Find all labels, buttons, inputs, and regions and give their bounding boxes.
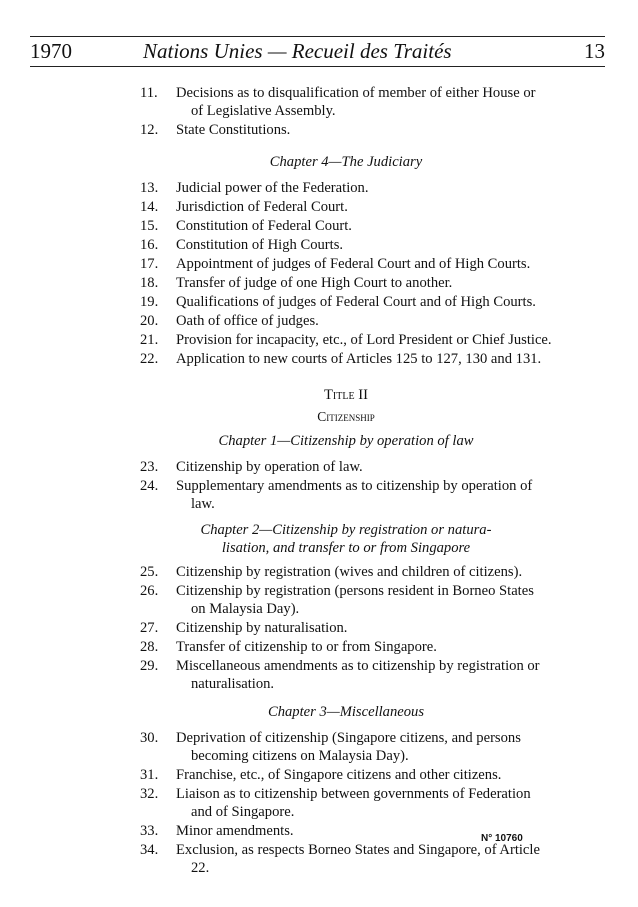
item-continuation: naturalisation. [191, 676, 275, 692]
item-number: 17. [140, 256, 159, 272]
item-text: Application to new courts of Articles 125 to 127, 130 and 131. [176, 351, 542, 367]
header-bottom-rule [30, 66, 605, 67]
chapter-heading-line: lisation, and transfer to or from Singapore [221, 540, 471, 556]
item-text [176, 84, 552, 120]
item-continuation: becoming citizens on Malaysia Day). [191, 748, 409, 764]
item-text: Transfer of citizenship to or from Singapore. [176, 639, 437, 655]
item-text: Citizenship by naturalisation. [176, 620, 348, 636]
item-number: 20. [140, 313, 159, 329]
header-year: 1970 [30, 38, 72, 63]
item-number: 32. [140, 786, 159, 802]
item-number: 23. [140, 459, 159, 475]
list-item [140, 293, 552, 311]
item-line: Exclusion, as respects Borneo States and Singapore, of Article [176, 842, 540, 858]
item-number: 16. [140, 237, 159, 253]
item-continuation: on Malaysia Day). [191, 601, 300, 617]
item-text: Judicial power of the Federation. [176, 180, 369, 196]
item-line: Miscellaneous amendments as to citizenship by registration or [176, 658, 540, 674]
item-number: 22. [140, 351, 159, 367]
item-text [176, 841, 552, 877]
item-number: 30. [140, 730, 159, 746]
item-text: Appointment of judges of Federal Court and of High Courts. [176, 256, 531, 272]
list-item [140, 785, 552, 821]
item-number: 15. [140, 218, 159, 234]
item-text [176, 729, 552, 765]
item-number: 12. [140, 122, 159, 138]
item-number: 21. [140, 332, 159, 348]
item-text [176, 582, 552, 618]
item-number: 14. [140, 199, 159, 215]
list-item [140, 766, 552, 784]
item-number: 28. [140, 639, 159, 655]
item-text: Transfer of judge of one High Court to another. [176, 275, 453, 291]
item-text [176, 477, 552, 513]
item-line: Citizenship by registration (persons resident in Borneo States [176, 583, 534, 599]
item-text: Qualifications of judges of Federal Court and of High Courts. [176, 294, 536, 310]
item-number: 34. [140, 842, 159, 858]
item-number: 24. [140, 478, 159, 494]
document-number: N° 10760 [481, 833, 523, 844]
item-text: Oath of office of judges. [176, 313, 319, 329]
list-item [140, 312, 552, 330]
item-continuation: of Legislative Assembly. [191, 103, 336, 119]
item-number: 31. [140, 767, 159, 783]
item-text [176, 657, 552, 693]
list-item [140, 198, 552, 216]
list-item [140, 236, 552, 254]
item-number: 27. [140, 620, 159, 636]
list-item [140, 121, 552, 139]
list-item [140, 331, 552, 349]
item-text: State Constitutions. [176, 122, 291, 138]
list-item [140, 619, 552, 637]
list-item [140, 841, 552, 877]
page-header [30, 38, 605, 64]
item-text [176, 785, 552, 821]
item-text: Jurisdiction of Federal Court. [176, 199, 348, 215]
item-text: Provision for incapacity, etc., of Lord President or Chief Justice. [176, 332, 552, 348]
header-title: Nations Unies — Recueil des Traités [143, 38, 452, 63]
item-number: 19. [140, 294, 159, 310]
item-continuation: law. [191, 496, 215, 512]
item-text: Citizenship by registration (wives and children of citizens). [176, 564, 523, 580]
header-top-rule [30, 36, 605, 37]
list-item [140, 563, 552, 581]
item-number: 25. [140, 564, 159, 580]
item-line: Decisions as to disqualification of member of either House or [176, 85, 536, 101]
item-text: Citizenship by operation of law. [176, 459, 363, 475]
list-item [140, 638, 552, 656]
item-text: Constitution of High Courts. [176, 237, 344, 253]
list-item [140, 582, 552, 618]
list-item [140, 217, 552, 235]
item-number: 26. [140, 583, 159, 599]
item-number: 11. [140, 85, 158, 101]
item-continuation: and of Singapore. [191, 804, 295, 820]
item-line: Liaison as to citizenship between governments of Federation [176, 786, 531, 802]
page-number: 13 [584, 38, 605, 63]
page-content [140, 84, 552, 878]
list-item [140, 657, 552, 693]
list-item [140, 274, 552, 292]
title-heading: Title II [324, 387, 368, 403]
list-item [140, 84, 552, 120]
list-item [140, 350, 552, 368]
chapter-heading: Chapter 4—The Judiciary [269, 154, 423, 170]
chapter-heading-line: Chapter 2—Citizenship by registration or natura- [200, 522, 492, 538]
chapter-heading: Chapter 1—Citizenship by operation of law [218, 433, 474, 449]
item-number: 29. [140, 658, 159, 674]
item-line: Deprivation of citizenship (Singapore citizens, and persons [176, 730, 521, 746]
list-item [140, 179, 552, 197]
item-number: 18. [140, 275, 159, 291]
item-text: Franchise, etc., of Singapore citizens and other citizens. [176, 767, 502, 783]
list-item [140, 729, 552, 765]
list-item [140, 255, 552, 273]
section-heading: Citizenship [317, 409, 375, 424]
chapter-heading: Chapter 3—Miscellaneous [267, 704, 425, 720]
chapter-heading [140, 521, 552, 557]
item-number: 13. [140, 180, 159, 196]
list-item [140, 458, 552, 476]
item-text: Constitution of Federal Court. [176, 218, 352, 234]
item-number: 33. [140, 823, 159, 839]
item-line: Supplementary amendments as to citizenship by operation of [176, 478, 533, 494]
item-text: Minor amendments. [176, 823, 294, 839]
item-continuation: 22. [191, 860, 210, 876]
list-item [140, 477, 552, 513]
